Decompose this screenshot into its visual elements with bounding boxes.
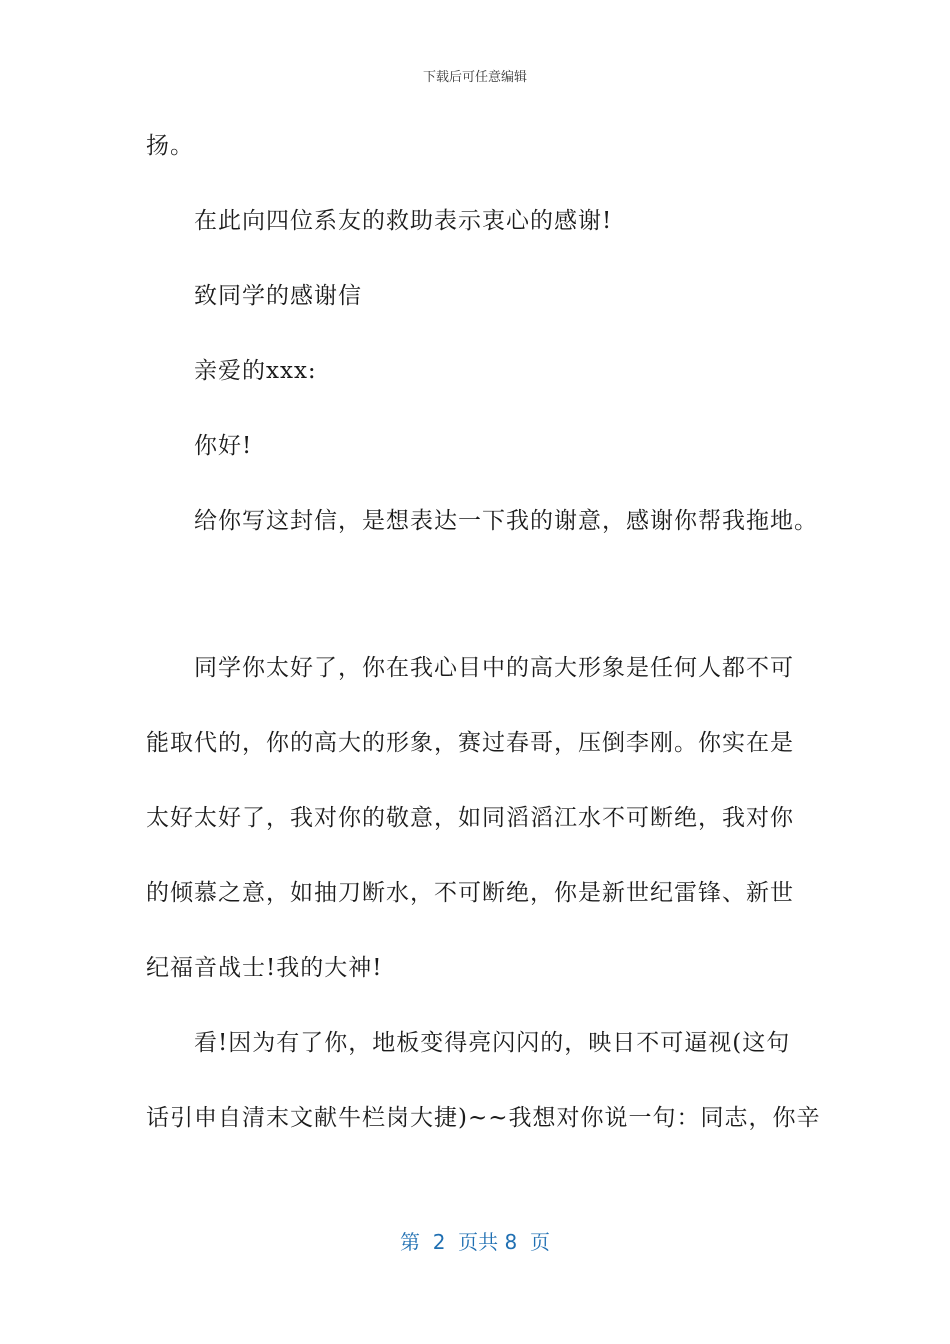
text-line-13: 话引申自清末文献牛栏岗大捷)~~我想对你说一句：同志，你辛 <box>146 1105 821 1131</box>
text-line-11: 纪福音战士!我的大神! <box>146 955 383 981</box>
text-line-1: 扬。 <box>146 133 194 159</box>
salutation: 亲爱的xxx: <box>194 358 317 384</box>
page-footer <box>0 1226 950 1255</box>
text-line-2: 在此向四位系友的救助表示衷心的感谢! <box>194 208 613 234</box>
text-line-7: 同学你太好了，你在我心目中的高大形象是任何人都不可 <box>194 655 794 681</box>
text-line-10: 的倾慕之意，如抽刀断水，不可断绝，你是新世纪雷锋、新世 <box>146 880 794 906</box>
text-line-8: 能取代的，你的高大的形象，赛过春哥，压倒李刚。你实在是 <box>146 730 794 756</box>
page-header: 下载后可任意编辑 <box>422 70 527 85</box>
greeting: 你好! <box>194 433 253 459</box>
text-line-12: 看!因为有了你，地板变得亮闪闪的，映日不可逼视(这句 <box>194 1030 791 1056</box>
text-line-9: 太好太好了，我对你的敬意，如同滔滔江水不可断绝，我对你 <box>146 805 794 831</box>
letter-title: 致同学的感谢信 <box>194 283 362 309</box>
page-number: 第 2 页共 8 页 <box>400 1230 550 1254</box>
text-line-6: 给你写这封信，是想表达一下我的谢意，感谢你帮我拖地。 <box>194 508 818 534</box>
